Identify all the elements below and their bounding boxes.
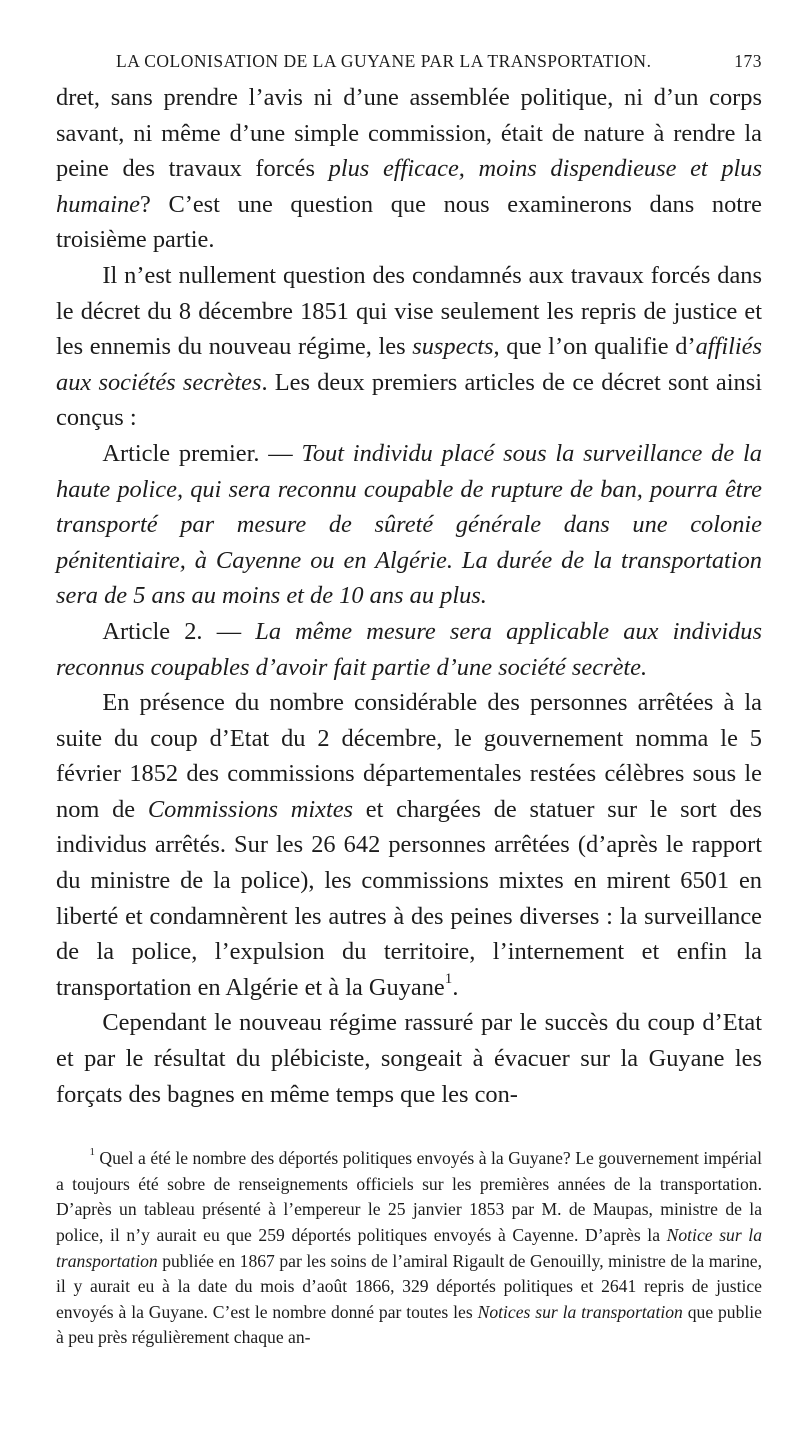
italic-text: Notice sur la transportation: [56, 1225, 762, 1271]
paragraph: [56, 685, 762, 1005]
italic-text: La même mesure sera applicable aux individus reconnus coupables d’avoir fait partie d’une société secrète.: [56, 617, 762, 681]
paragraph: [56, 258, 762, 436]
page-number: 173: [734, 51, 762, 71]
text-run: que publie à peu près régulièrement chaque an-: [56, 1301, 762, 1348]
text-run: Quel a été le nombre des déportés politiques envoyés à la Guyane? Le gouvernement impérial a toujours été sobre de renseignements officiels sur les premières années de la transportation. D’après un tableau présenté à l’empereur le 25 janvier 1853 par M. de Maupas, ministre de la police, il n’y aurait eu que 259 déportés politiques envoyés à Cayenne. D’après la: [56, 1148, 762, 1245]
paragraph: [56, 1005, 762, 1112]
text-run: , que l’on qualifie d’: [493, 333, 696, 361]
running-header: [56, 44, 762, 78]
text-run: publiée en 1867 par les soins de l’amiral Rigault de Genouilly, ministre de la marine, il y aurait eu à la date du mois d’août 1866, 329 déportés politiques et 2641 repris de justice envoyés à la Guyane. C’est le nombre donné par toutes les: [56, 1250, 762, 1322]
footnote-1: [56, 1146, 762, 1351]
italic-text: plus efficace, moins dispendieuse et plus humaine: [56, 155, 762, 218]
italic-text: Tout individu placé sous la surveillance de la haute police, qui sera reconnu coupable de rupture de ban, pourra être transporté par mesure de sûreté générale dans une colonie pénitentiaire, à Cayenne ou en Algérie. La durée de la transportation sera de 5 ans au moins et de 10 ans au plus.: [56, 439, 762, 610]
paragraph: [56, 614, 762, 685]
footnote-marker: 1: [89, 1146, 95, 1159]
text-run: ? C’est une question que nous examinerons dans notre troisième partie.: [56, 190, 762, 254]
italic-text: Commissions mixtes: [147, 795, 354, 823]
paragraph: [56, 80, 762, 258]
italic-text: Notices sur la transportation: [477, 1301, 683, 1322]
text-run: .: [452, 973, 459, 1001]
paragraph: [56, 436, 762, 614]
text-run: En présence du nombre considérable des personnes arrêtées à la suite du coup d’Etat du 2 décembre, le gouvernement nomma le 5 février 1852 des commissions départementales restées célèbres sous le nom de: [56, 689, 762, 823]
text-run: et chargées de statuer sur le sort des individus arrêtés. Sur les 26 642 personnes arrêtées (d’après le rapport du ministre de la police), les commissions mixtes en mirent 6501 en liberté et condamnèrent les autres à des peines diverses : la surveillance de la police, l’expulsion du territoire, l’internement et enfin la transportation en Algérie et à la Guyane: [56, 795, 762, 1001]
running-title: LA COLONISATION DE LA GUYANE PAR LA TRANSPORTATION.: [116, 51, 652, 71]
italic-text: affiliés aux sociétés secrètes: [56, 333, 762, 396]
footnotes: [56, 1146, 762, 1351]
footnote-marker: 1: [444, 970, 453, 987]
text-run: dret, sans prendre l’avis ni d’une assemblée politique, ni d’un corps savant, ni même d’une simple commission, était de nature à rendre la peine des travaux forcés: [56, 84, 762, 183]
text-run: Il n’est nullement question des condamnés aux travaux forcés dans le décret du 8 décembre 1851 qui vise seulement les repris de justice et les ennemis du nouveau régime, les: [56, 261, 762, 361]
text-run: Article premier. —: [102, 439, 302, 467]
text-run: Article 2. —: [102, 617, 256, 645]
text-run: . Les deux premiers articles de ce décret sont ainsi conçus :: [56, 368, 762, 432]
text-run: Cependant le nouveau régime rassuré par le succès du coup d’Etat et par le résultat du plébiciste, songeait à évacuer sur la Guyane les forçats des bagnes en même temps que les con-: [56, 1009, 762, 1108]
italic-text: suspects: [412, 333, 494, 361]
body-text: [56, 80, 762, 1112]
